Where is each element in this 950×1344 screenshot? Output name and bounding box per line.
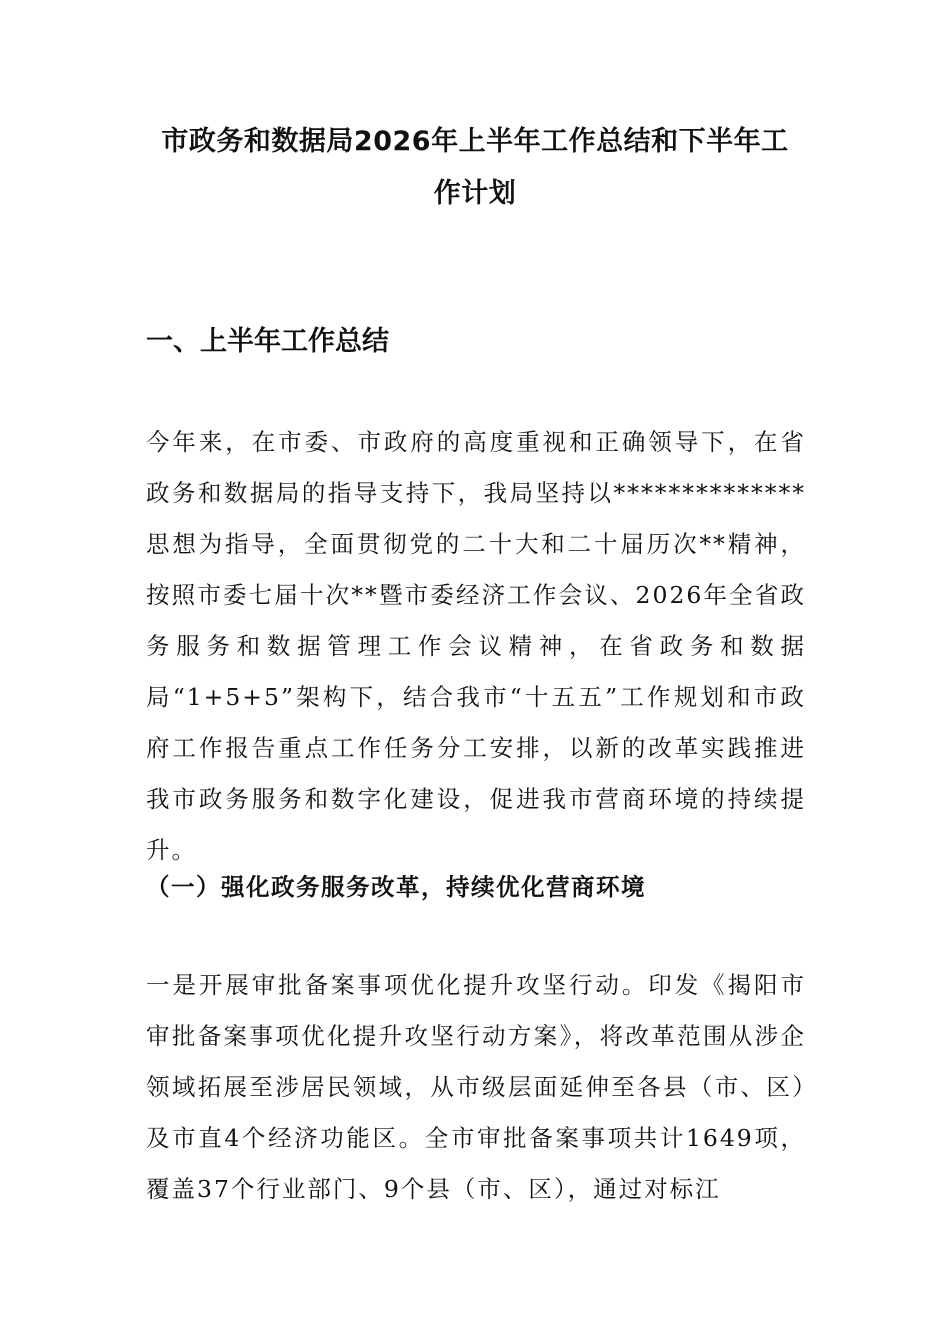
subsection-heading-government-service-reform: （一）强化政务服务改革，持续优化营商环境 — [146, 873, 646, 901]
document-title: 市政务和数据局2026年上半年工作总结和下半年工作计划 — [161, 126, 789, 209]
intro-paragraph: 今年来，在市委、市政府的高度重视和正确领导下，在省政务和数据局的指导支持下，我局坚持以**************思想为指导，全面贯彻党的二十大和二十届历次**精神，按照市委七届十次**暨市委经济工作会议、2026年全省政务服务和数据管理工作会议精神，在省政务和数据局“1+5+5”架构下，结合我市“十五五”工作规划和市政府工作报告重点工作任务分工安排，以新的改革实践推进我市政务服务和数字化建设，促进我市营商环境的持续提升。 — [146, 428, 806, 864]
body-paragraph-approval-optimization: 一是开展审批备案事项优化提升攻坚行动。印发《揭阳市审批备案事项优化提升攻坚行动方案》，将改革范围从涉企领域拓展至涉居民领域，从市级层面延伸至各县（市、区）及市直4个经济功能区。全市审批备案事项共计1649项，覆盖37个行业部门、9个县（市、区），通过对标江 — [146, 971, 806, 1203]
section-heading-first-half-summary: 一、上半年工作总结 — [146, 326, 389, 357]
